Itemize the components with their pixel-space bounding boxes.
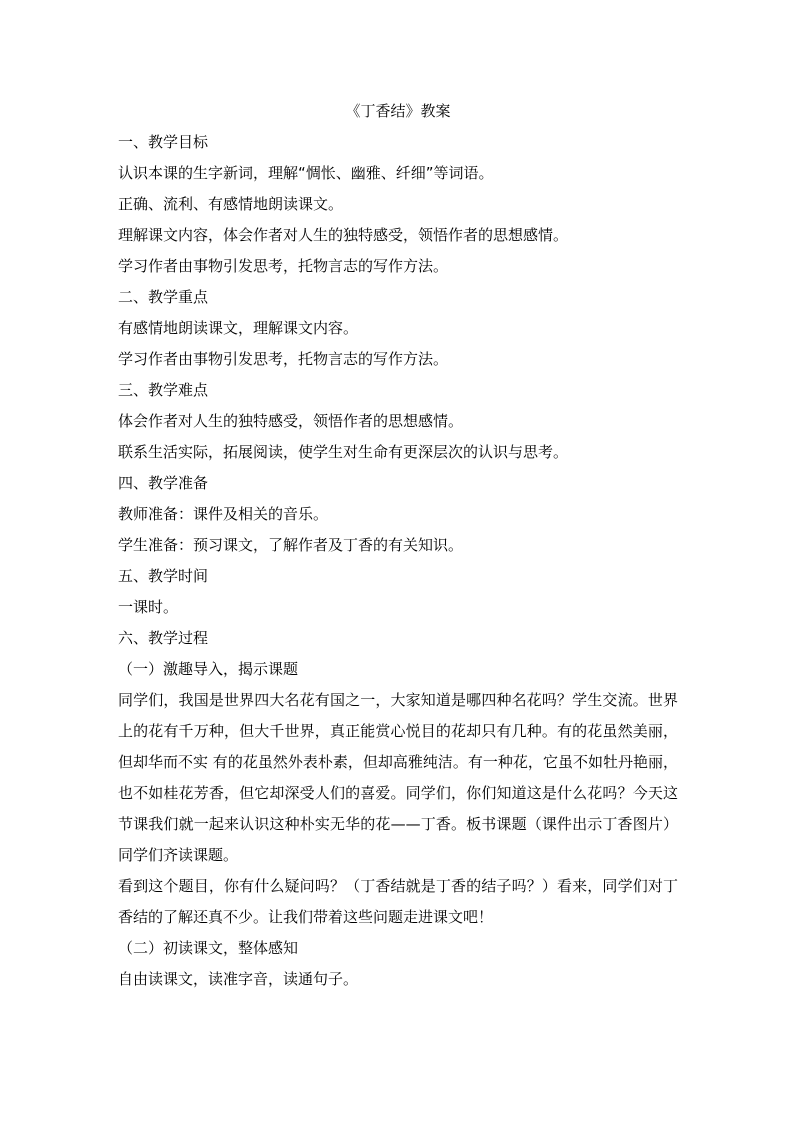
process-paragraph-1: 同学们，我国是世界四大名花有国之一，大家知道是哪四种名花吗？学生交流。世界上的花有千万种，但大千世界，真正能赏心悦目的花却只有几种。有的花虽然美丽，但却华而不实 有的花虽然外表朴素，但却高雅纯洁。有一种花，它虽不如牡丹艳丽，也不如桂花芳香，但它却深受人们的喜爱。同学们，你们知道这是什么花吗？今天这节课我们就一起来认识这种朴实无华的花——丁香。板书课题（课件出示丁香图片）同学们齐读课题。 [118, 691, 678, 864]
objective-1: 认识本课的生字新词，理解“惆怅、幽雅、纤细”等词语。 [118, 164, 494, 182]
objective-2: 正确、流利、有感情地朗读课文。 [118, 195, 344, 213]
objective-3: 理解课文内容，体会作者对人生的独特感受，领悟作者的思想感情。 [118, 226, 569, 244]
process-paragraph-2: 看到这个题目，你有什么疑问吗？（丁香结就是丁香的结子吗？）看来，同学们对丁香结的了解还真不少。让我们带着这些问题走进课文吧！ [118, 877, 678, 926]
heading-preparation: 四、教学准备 [118, 474, 209, 492]
difficulty-1: 体会作者对人生的独特感受，领悟作者的思想感情。 [118, 412, 464, 430]
difficulty-2: 联系生活实际，拓展阅读，使学生对生命有更深层次的认识与思考。 [118, 443, 569, 461]
heading-key-points: 二、教学重点 [118, 288, 209, 306]
document-title: 《丁香结》教案 [345, 102, 451, 120]
process-step-2-text: 自由读课文，读准字音，读通句子。 [118, 970, 359, 988]
heading-difficulties: 三、教学难点 [118, 381, 209, 399]
time-value: 一课时。 [118, 598, 179, 616]
key-point-2: 学习作者由事物引发思考，托物言志的写作方法。 [118, 350, 449, 368]
key-point-1: 有感情地朗读课文，理解课文内容。 [118, 319, 359, 337]
preparation-student: 学生准备：预习课文，了解作者及丁香的有关知识。 [118, 536, 464, 554]
preparation-teacher: 教师准备：课件及相关的音乐。 [118, 505, 329, 523]
heading-objectives: 一、教学目标 [118, 133, 209, 151]
process-step-1: （一）激趣导入，揭示课题 [118, 660, 299, 678]
document-page [118, 96, 678, 995]
heading-process: 六、教学过程 [118, 629, 209, 647]
process-step-2: （二）初读课文，整体感知 [118, 939, 299, 957]
objective-4: 学习作者由事物引发思考，托物言志的写作方法。 [118, 257, 449, 275]
heading-time: 五、教学时间 [118, 567, 209, 585]
